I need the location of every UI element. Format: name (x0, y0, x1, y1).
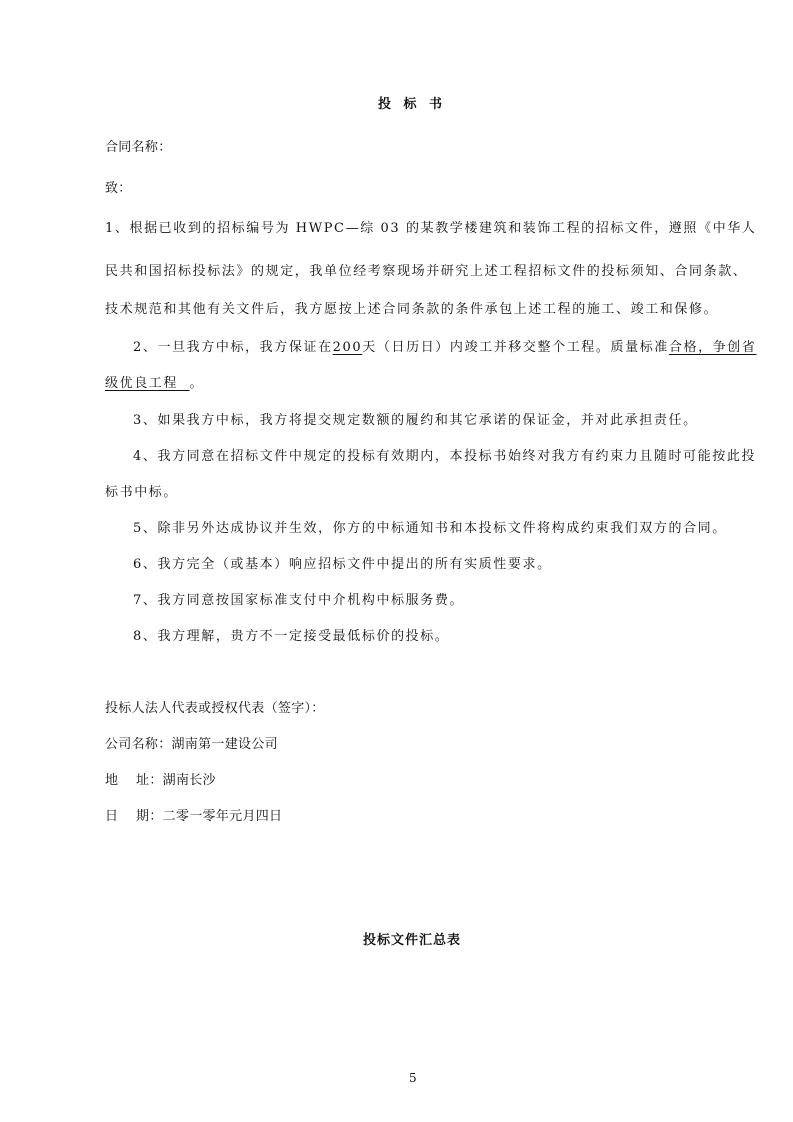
date-value: 二零一零年元月四日 (162, 809, 283, 824)
paragraph-7: 7、我方同意按国家标准支付中介机构中标服务费。 (133, 593, 465, 608)
paragraph-2-line-2 (105, 372, 204, 391)
paragraph-5: 5、除非另外达成协议并生效，你方的中标通知书和本投标文件将构成约束我们双方的合同。 (133, 521, 727, 536)
quality-blank (178, 376, 189, 391)
paragraph-2-text-a: 2、一旦我方中标，我方保证在 (133, 340, 333, 355)
paragraph-4-line-2: 标书中标。 (105, 485, 179, 500)
address-value: 湖南长沙 (162, 773, 216, 788)
address-row (105, 769, 216, 788)
date-row (105, 805, 282, 824)
date-label: 日 期： (105, 809, 163, 824)
page-number: 5 (409, 1071, 417, 1085)
paragraph-1-line-1: 1、根据已收到的招标编号为 HWPC—综 03 的某教学楼建筑和装饰工程的招标文件，遵照《中华人 (105, 221, 757, 236)
signer-label: 投标人法人代表或授权代表（签字）： (105, 701, 325, 716)
completion-days: 200 (332, 340, 363, 355)
paragraph-8: 8、我方理解，贵方不一定接受最低标价的投标。 (133, 629, 450, 644)
paragraph-3: 3、如果我方中标，我方将提交规定数额的履约和其它承诺的保证金，并对此承担责任。 (133, 413, 698, 428)
doc-title: 投 标 书 (378, 97, 447, 112)
quality-standard-cont: 级优良工程 (105, 376, 179, 391)
paragraph-4-line-1: 4、我方同意在招标文件中规定的投标有效期内，本投标书始终对我方有约束力且随时可能按此投 (133, 449, 757, 464)
paragraph-1-line-3: 技术规范和其他有关文件后，我方愿按上述合同条款的条件承包上述工程的施工、竣工和保修。 (105, 302, 719, 317)
company-label: 公司名称： (105, 737, 172, 752)
address-label: 地 址： (105, 773, 163, 788)
company-row (105, 733, 278, 752)
paragraph-2-tail: 。 (189, 376, 205, 391)
contract-name-label: 合同名称： (105, 140, 172, 155)
company-value: 湖南第一建设公司 (171, 737, 278, 752)
addressee-label: 致： (105, 181, 132, 196)
quality-standard: 合格，争创省 (668, 340, 757, 355)
paragraph-2-line-1 (133, 336, 757, 355)
paragraph-2-text-b: 天（日历日）内竣工并移交整个工程。质量标准 (362, 340, 669, 355)
paragraph-1-line-2: 民共和国招标投标法》的规定，我单位经考察现场并研究上述工程招标文件的投标须知、合同条款、 (105, 264, 748, 279)
paragraph-6: 6、我方完全（或基本）响应招标文件中提出的所有实质性要求。 (133, 557, 552, 572)
summary-title: 投标文件汇总表 (363, 933, 462, 948)
